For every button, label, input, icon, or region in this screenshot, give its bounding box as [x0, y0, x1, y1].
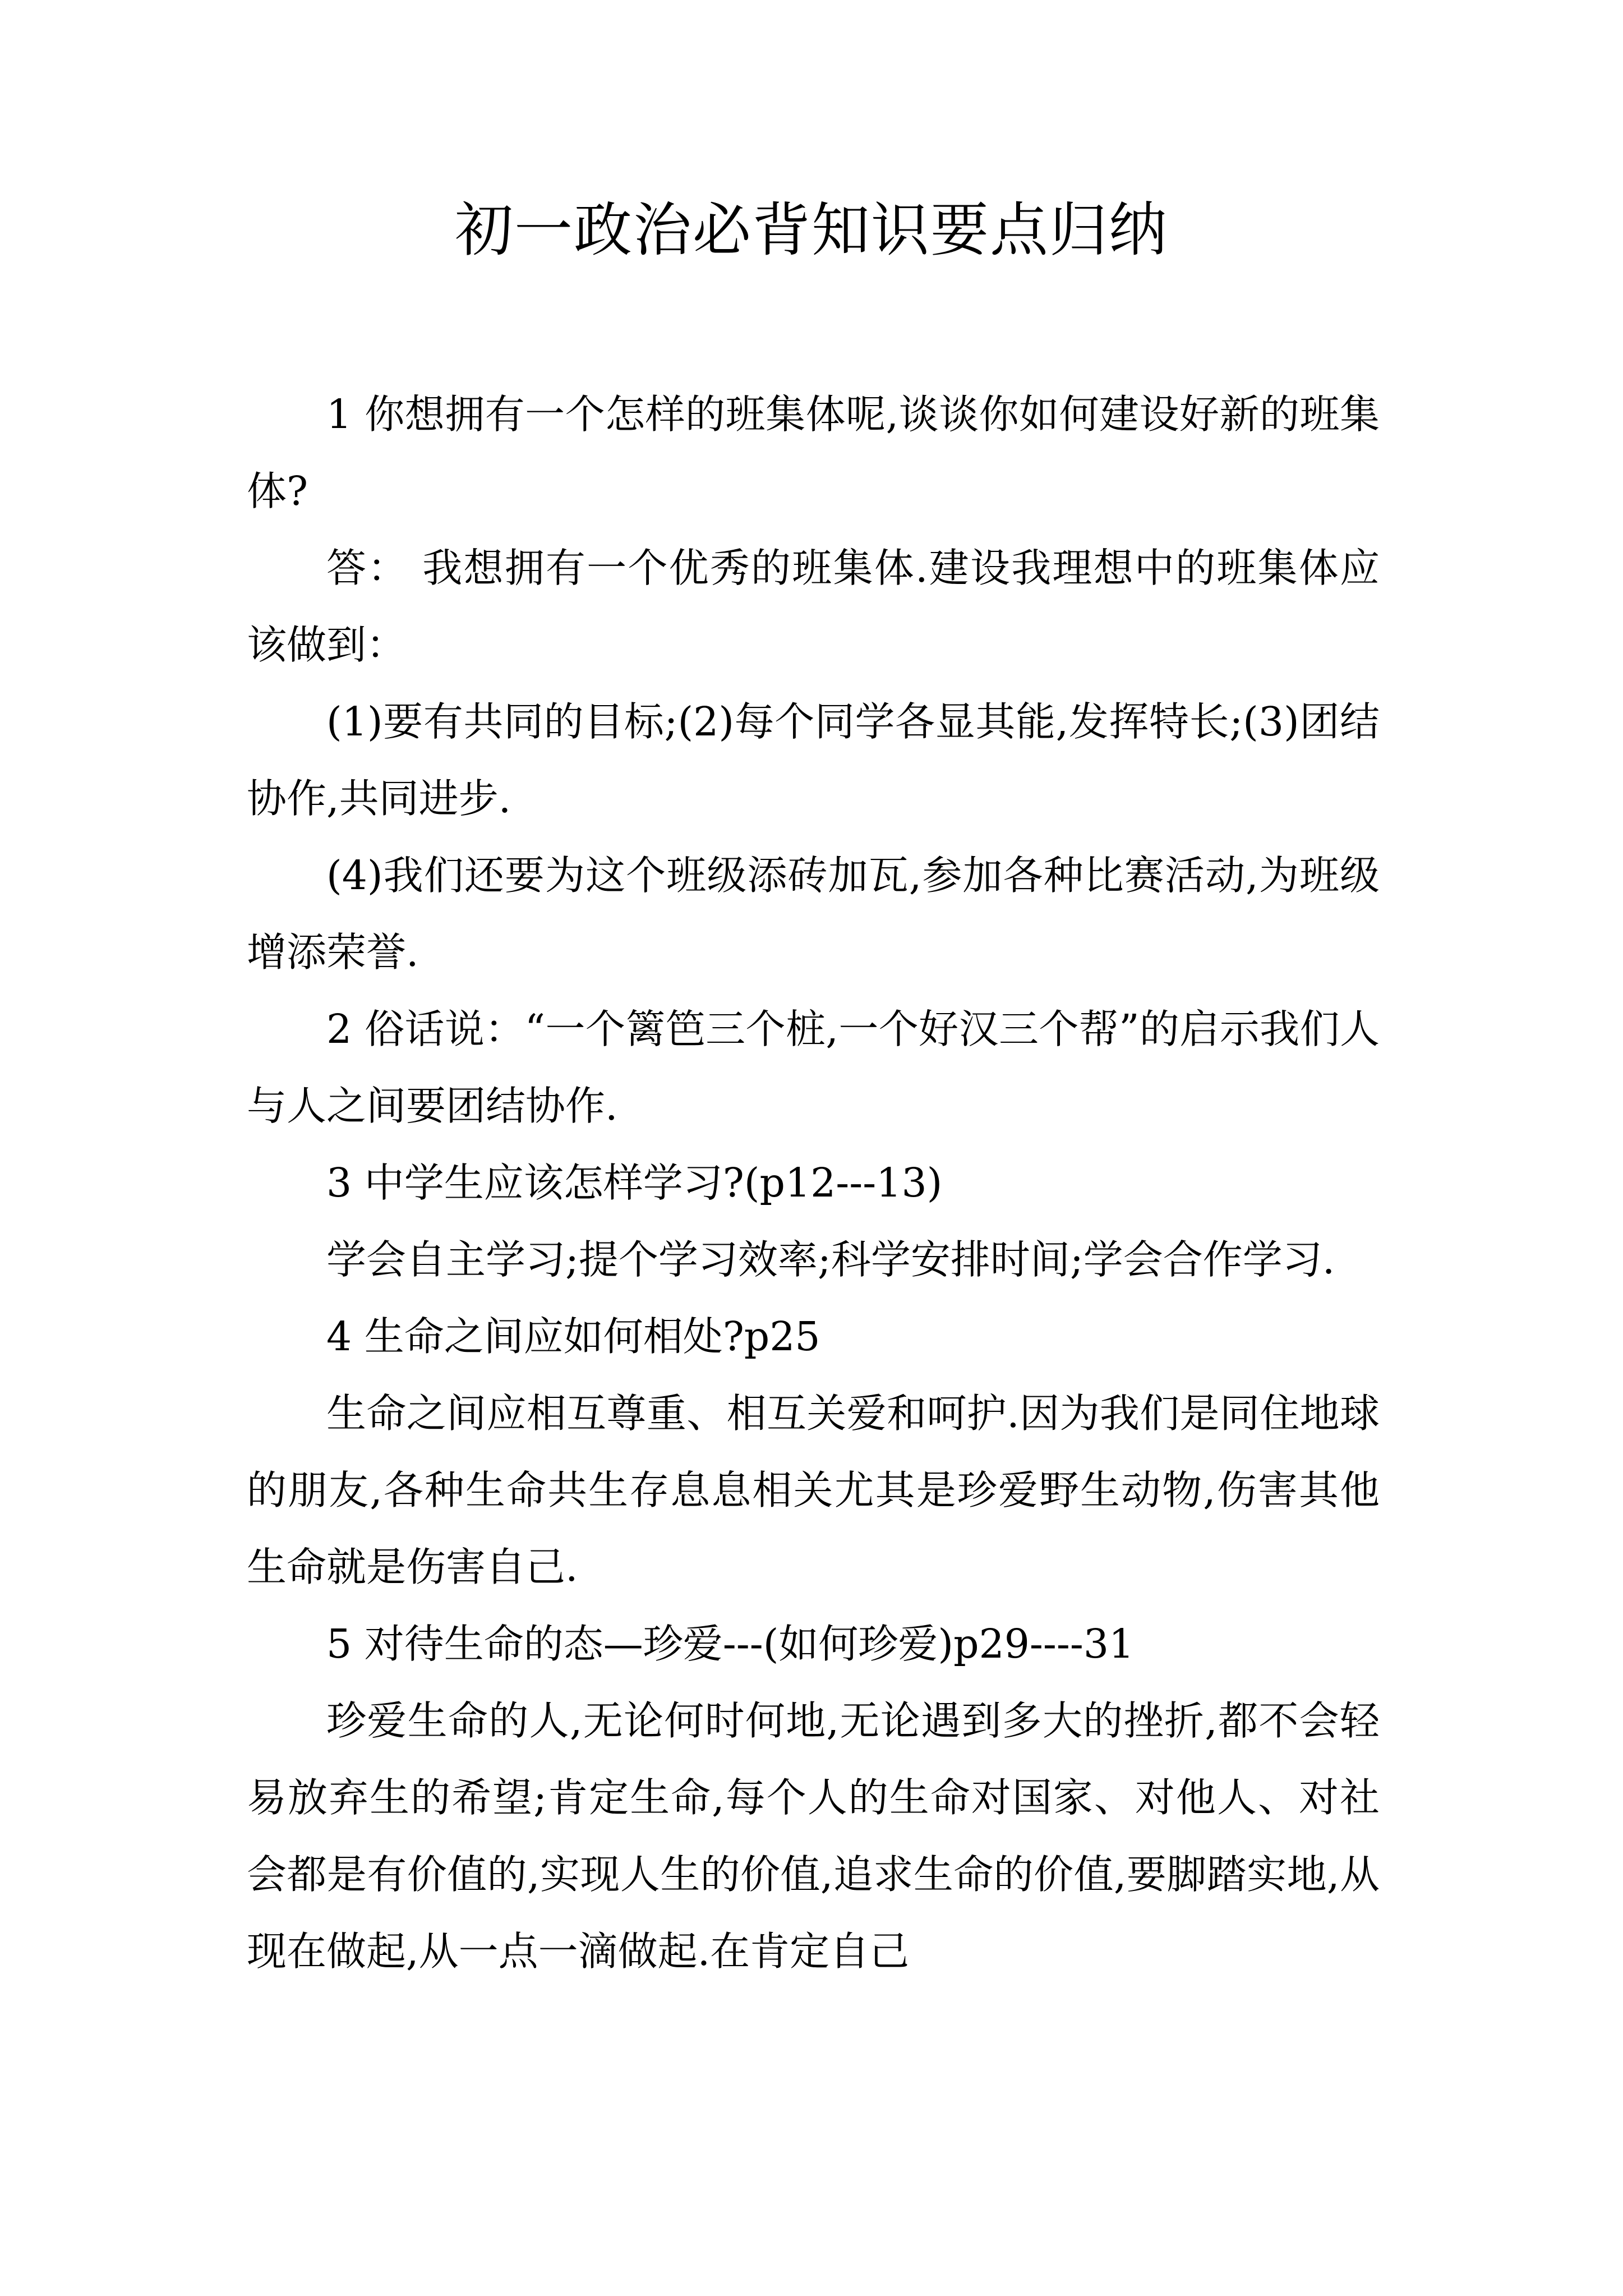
paragraph-answer-1: 答： 我想拥有一个优秀的班集体.建设我理想中的班集体应该做到： [247, 545, 1380, 668]
paragraph-question-1: 1 你想拥有一个怎样的班集体呢,谈谈你如何建设好新的班集体? [247, 391, 1380, 514]
paragraph-answer-5: 珍爱生命的人,无论何时何地,无论遇到多大的挫折,都不会轻易放弃生的希望;肯定生命,每个人的生命对国家、对他人、对社会都是有价值的,实现人生的价值,追求生命的价值,要脚踏实地,从现在做起,从一点一滴做起.在肯定自己 [247, 1697, 1380, 1975]
paragraph-answer-3: 学会自主学习;提个学习效率;科学安排时间;学会合作学习. [326, 1236, 1335, 1283]
paragraph-question-3: 3 中学生应该怎样学习?(p12---13) [326, 1159, 943, 1206]
paragraph-answer-4: 生命之间应相互尊重、相互关爱和呵护.因为我们是同住地球的朋友,各种生命共生存息息相关尤其是珍爱野生动物,伤害其他生命就是伤害自己. [247, 1390, 1380, 1590]
paragraph-question-2: 2 俗话说：“一个篱笆三个桩,一个好汉三个帮”的启示我们人与人之间要团结协作. [247, 1006, 1380, 1129]
paragraph-question-4: 4 生命之间应如何相处?p25 [326, 1313, 820, 1360]
paragraph-answer-point-4: (4)我们还要为这个班级添砖加瓦,参加各种比赛活动,为班级增添荣誉. [247, 852, 1380, 976]
document-body [247, 376, 1380, 1990]
paragraph-question-5: 5 对待生命的态—珍爱---(如何珍爱)p29----31 [326, 1621, 1135, 1667]
document-title: 初一政治必背知识要点归纳 [454, 196, 1168, 264]
paragraph-answer-points: (1)要有共同的目标;(2)每个同学各显其能,发挥特长;(3)团结协作,共同进步. [247, 698, 1380, 822]
